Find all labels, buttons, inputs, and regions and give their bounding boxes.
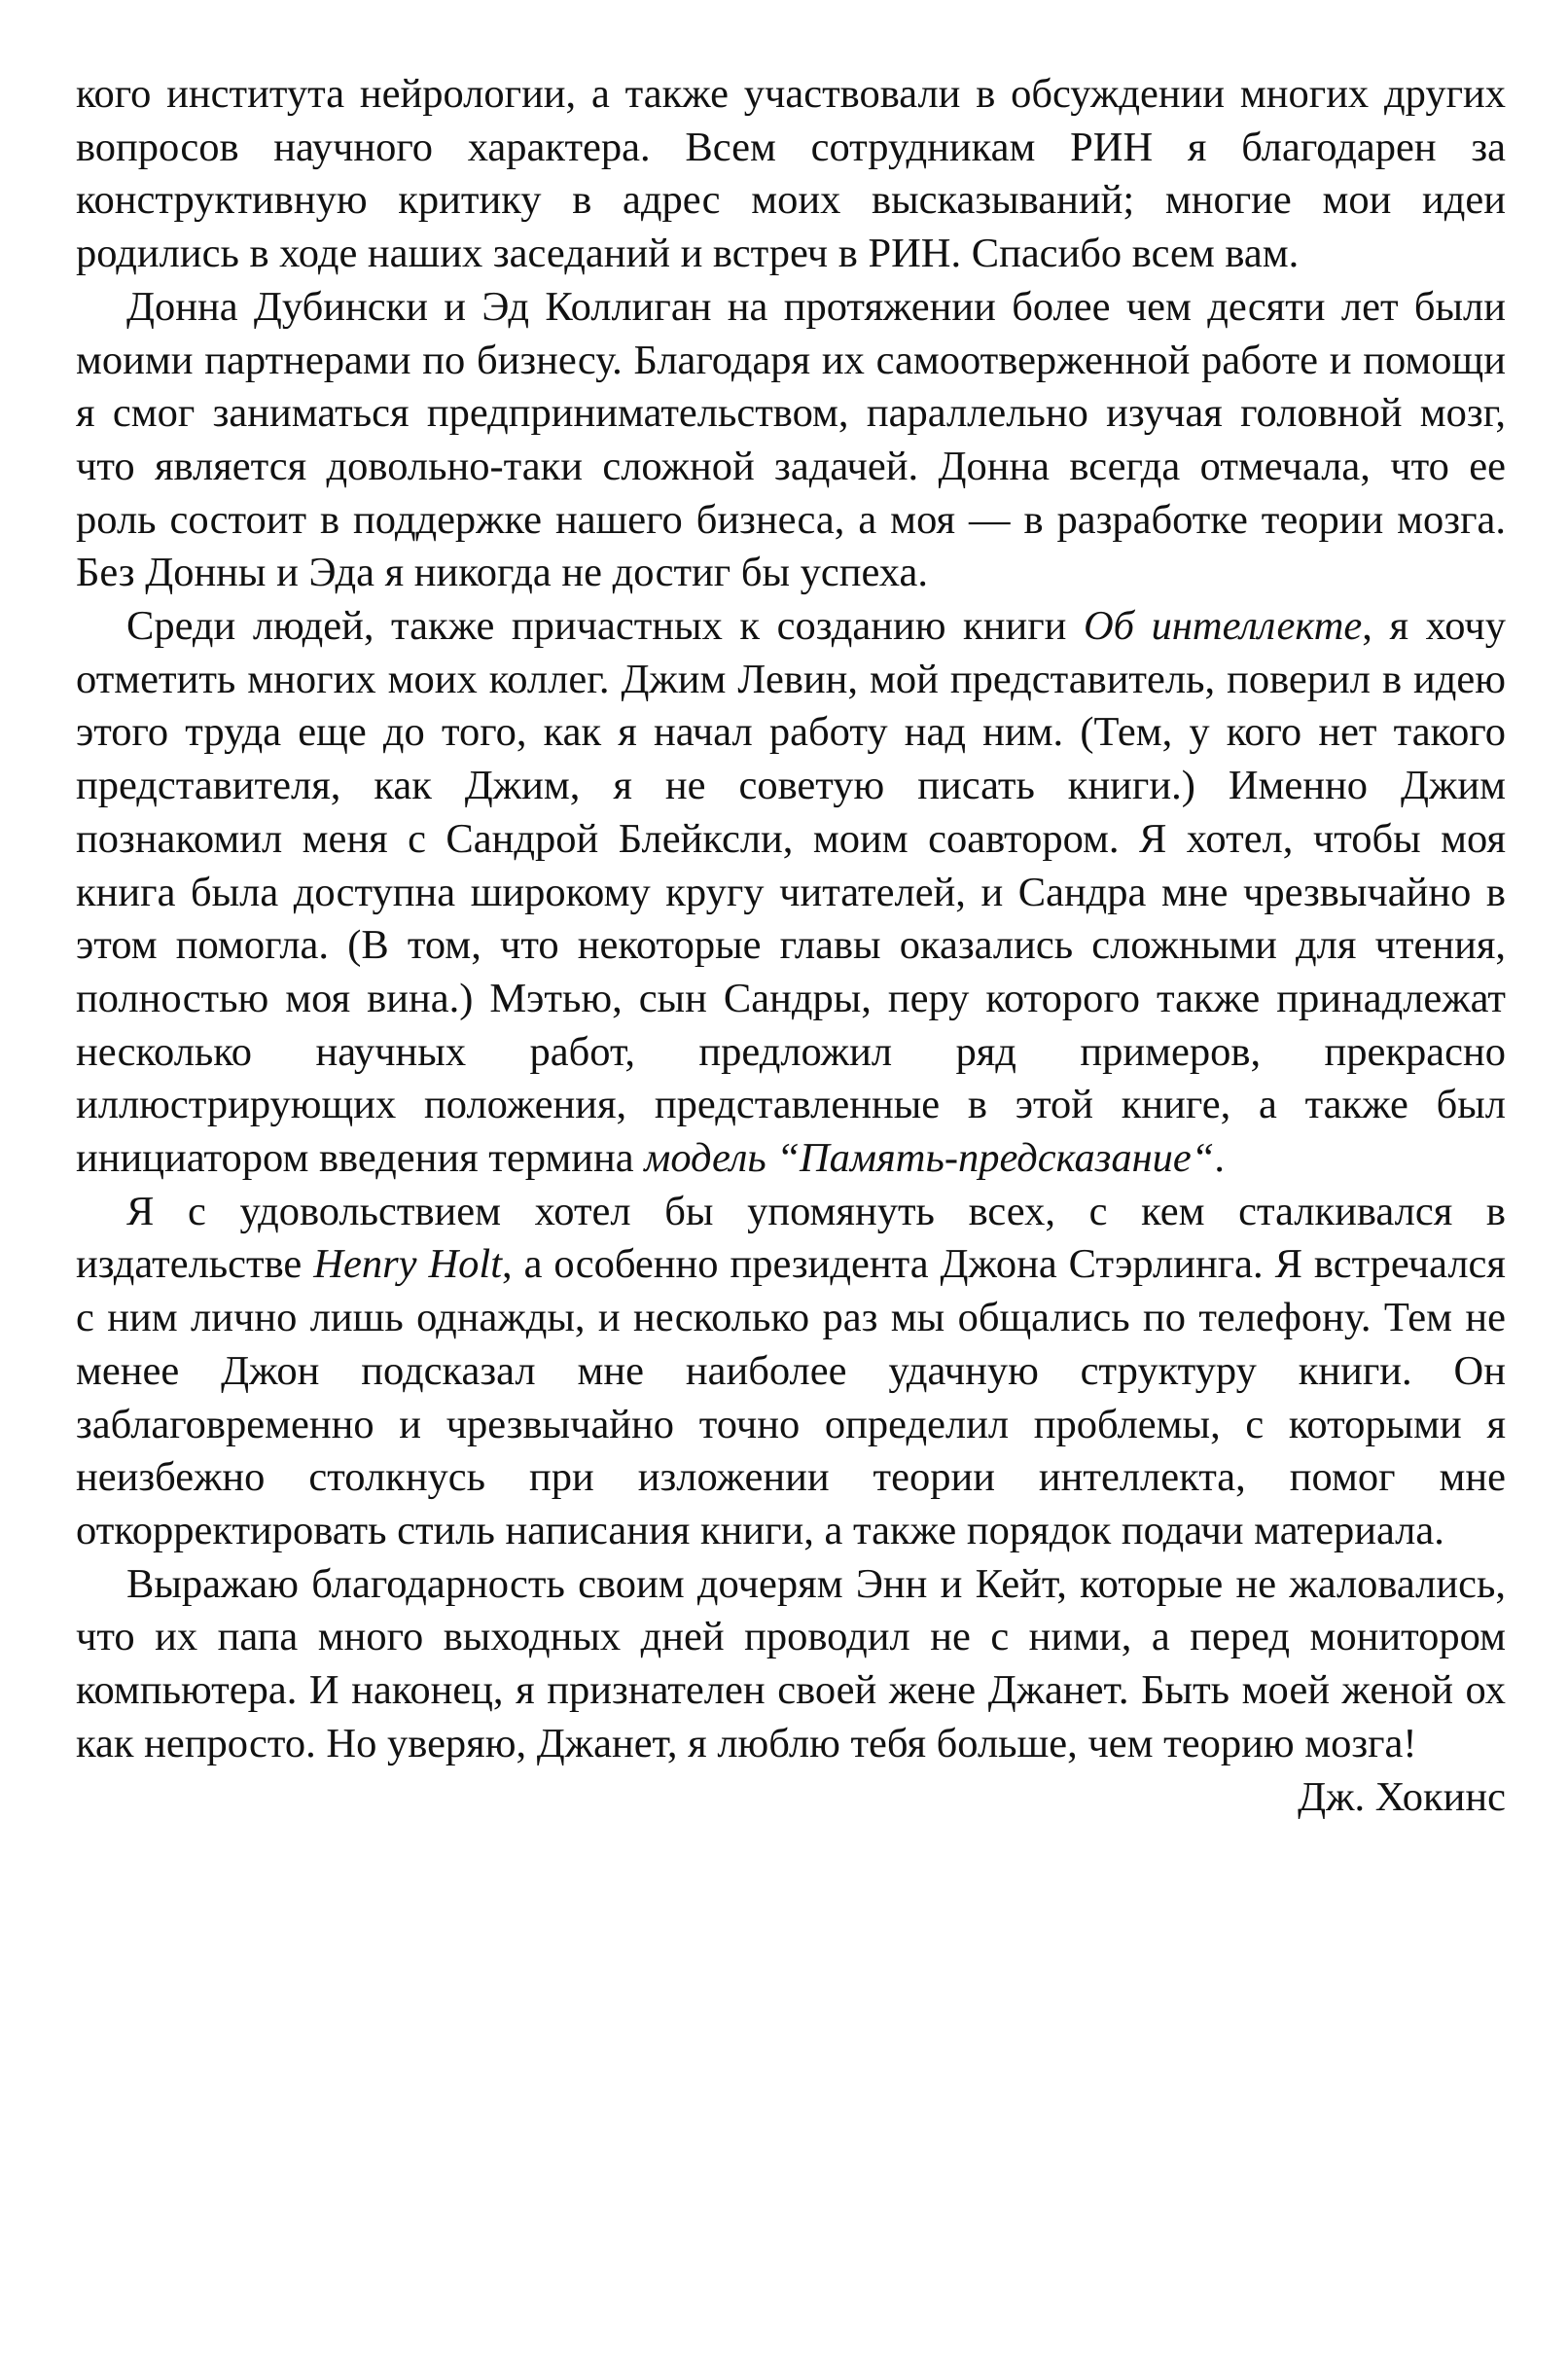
term-name: модель “Память-предсказание“ <box>644 1135 1215 1182</box>
paragraph-text: Среди людей, также причастных к созданию книги <box>126 603 1084 650</box>
document-page <box>76 68 1506 1824</box>
author-signature: Дж. Хокинс <box>1298 1773 1506 1820</box>
paragraph-text: , а особенно президента Джона Стэрлинга. Я встречался с ним лично лишь однажды, и несколько раз мы общались по телефону. Тем не менее Джон подсказал мне наиболее удачную структуру книги. Он заблаговременно и чрезвычайно точно определил проблемы, с которыми я неизбежно столкнусь при изложении теории интеллекта, помог мне откорректировать стиль написания книги, а также порядок подачи материала. <box>76 1241 1506 1553</box>
paragraph-text: . <box>1214 1135 1226 1182</box>
paragraph-text: кого института нейрологии, а также участвовали в обсуждении многих других вопросов научного характера. Всем сотрудникам РИН я благодарен за конструктивную критику в адрес моих высказываний; многие мои идеи родились в ходе наших заседаний и встреч в РИН. Спасибо всем вам. <box>76 71 1506 277</box>
paragraph-colleagues <box>76 600 1506 1186</box>
paragraph-family <box>76 1558 1506 1771</box>
paragraph-text: , я хочу отметить многих моих коллег. Джим Левин, мой представитель, поверил в идею этого труда еще до того, как я начал работу над ним. (Тем, у кого нет такого представителя, как Джим, я не советую писать книги.) Именно Джим познакомил меня с Сандрой Блейксли, моим соавтором. Я хотел, чтобы моя книга была доступна широкому кругу читателей, и Сандра мне чрезвычайно в этом помогла. (В том, что некоторые главы оказались сложными для чтения, полностью моя вина.) Мэтью, сын Сандры, перу которого также принадлежат несколько научных работ, предложил ряд примеров, прекрасно иллюстрирующих положения, представленные в этой книге, а также был инициатором введения термина <box>76 603 1506 1182</box>
paragraph-text: Я с удовольствием хотел бы упомянуть всех, с кем сталкивался в издательстве <box>76 1188 1506 1288</box>
paragraph-publisher <box>76 1186 1506 1558</box>
publisher-name: Henry Holt <box>313 1241 502 1288</box>
paragraph-text: Донна Дубински и Эд Коллиган на протяжении более чем десяти лет были моими партнерами по бизнесу. Благодаря их самоотверженной работе и помощи я смог заниматься предпринимательством, параллельно изучая головной мозг, что является довольно-таки сложной задачей. Донна всегда отмечала, что ее роль состоит в поддержке нашего бизнеса, а моя — в разработке теории мозга. Без Донны и Эда я никогда не достиг бы успеха. <box>76 283 1506 596</box>
paragraph-partners <box>76 281 1506 600</box>
book-title: Об интеллекте <box>1083 603 1363 650</box>
paragraph-text: Выражаю благодарность своим дочерям Энн и Кейт, которые не жаловались, что их папа много выходных дней проводил не с ними, а перед монитором компьютера. И наконец, я признателен своей жене Джанет. Быть моей женой ох как непросто. Но уверяю, Джанет, я люблю тебя больше, чем теорию мозга! <box>76 1560 1506 1766</box>
paragraph-continuation <box>76 68 1506 281</box>
